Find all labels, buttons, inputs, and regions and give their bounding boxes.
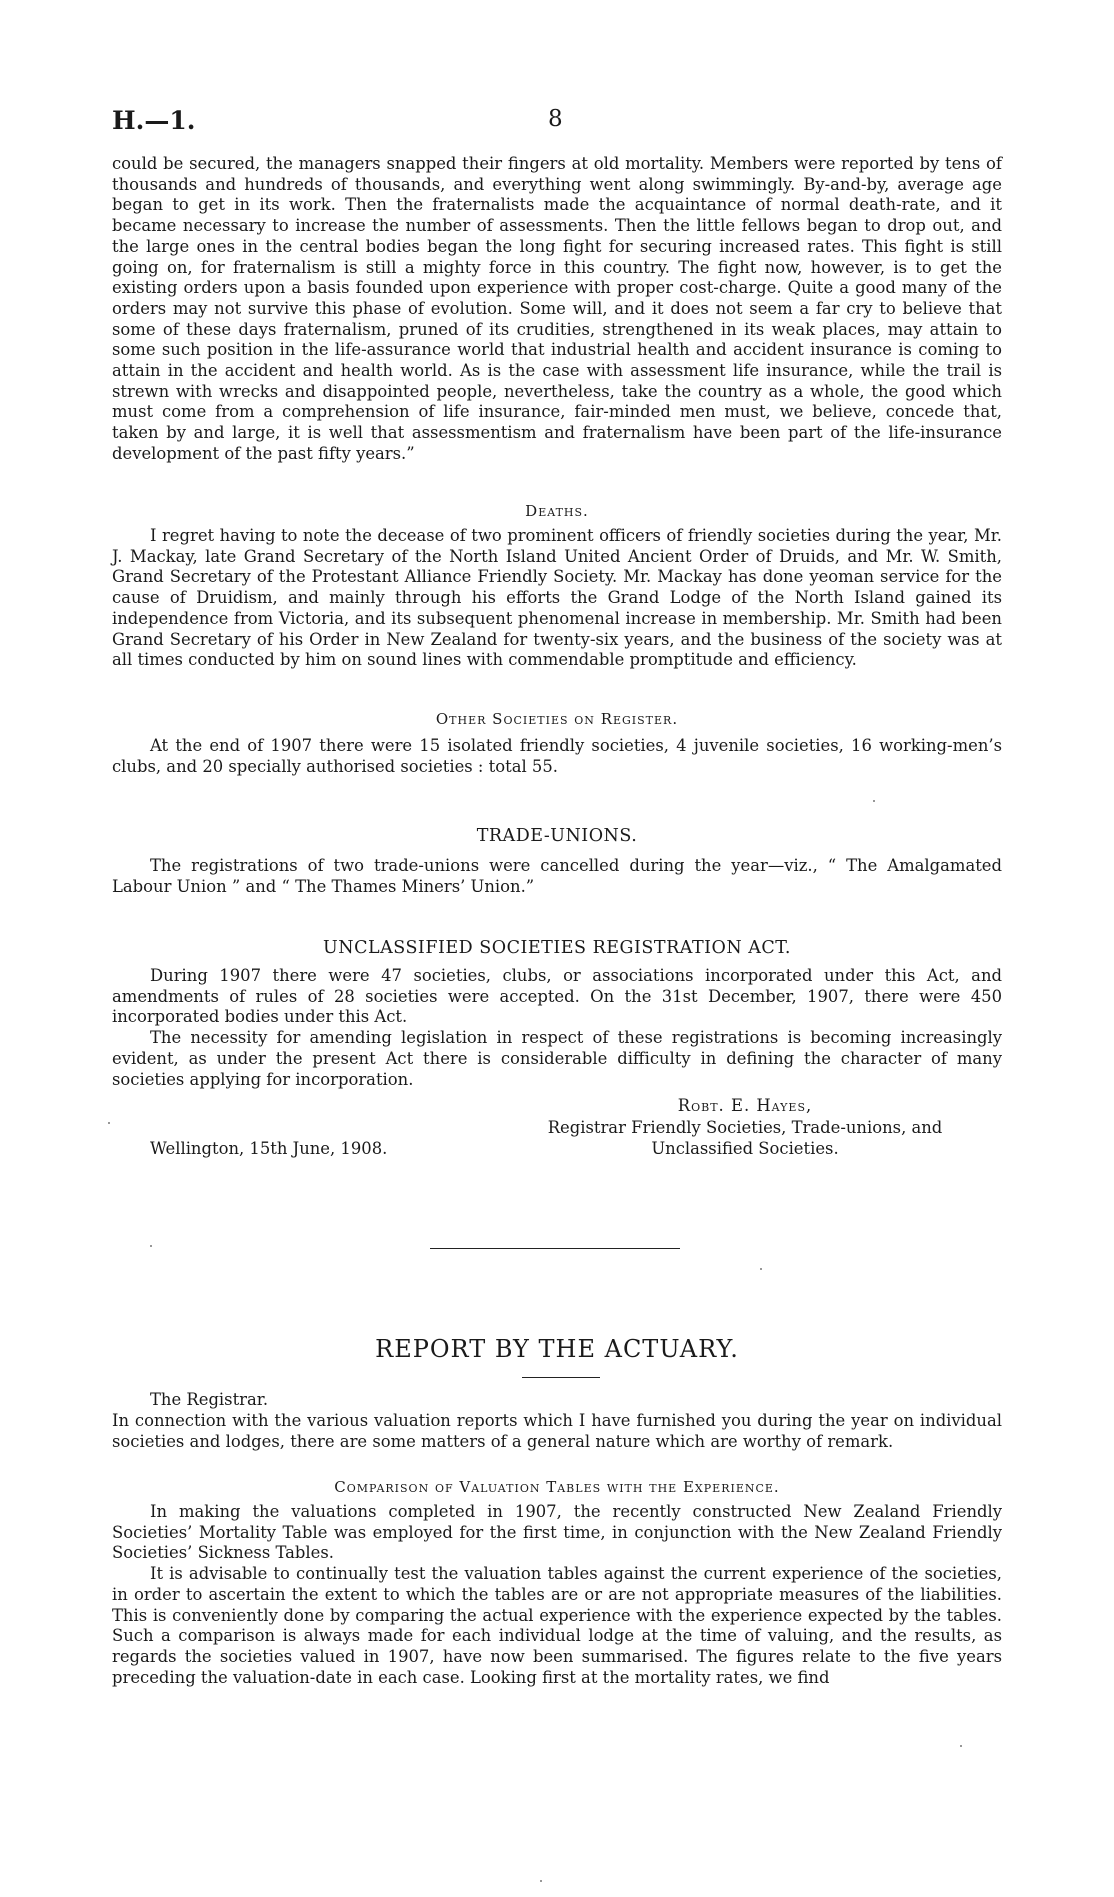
addressee: The Registrar. — [150, 1390, 269, 1409]
unclassified-paragraph-2: The necessity for amending legislation in respect of these registrations is becoming increasingly evident, as under the present Act there is considerable difficulty in defining the character of many societies applying for incorporation. — [112, 1028, 1002, 1089]
trade-unions-section — [112, 856, 1002, 897]
unclassified-heading: UNCLASSIFIED SOCIETIES REGISTRATION ACT. — [323, 938, 791, 958]
continued-paragraph — [112, 154, 1002, 465]
actuary-intro-section — [112, 1411, 1002, 1452]
unclassified-section — [112, 966, 1002, 1090]
actuary-intro-paragraph: In connection with the various valuation reports which I have furnished you during the year on individual societies and lodges, there are some matters of a general nature which are worthy of remark. — [112, 1411, 1002, 1451]
heading-underline — [522, 1377, 600, 1378]
scan-speck — [150, 1245, 152, 1247]
continued-paragraph-text: could be secured, the managers snapped their fingers at old mortality. Members were reported by tens of thousands and hundreds of thousands, and everything went along swimmingly. By-and-by, average age began to get in its work. Then the fraternalists made the acquaintance of normal death-rate, and it became necessary to increase the number of assessments. Then the little fellows began to drop out, and the large ones in the central bodies began the long fight for securing increased rates. This fight is still going on, for fraternalism is still a mighty force in this country. The fight now, however, is to get the existing orders upon a basis founded upon experience with proper cost-charge. Quite a good many of the orders may not survive this phase of evolution. Some will, and it does not seem a far cry to believe that some of these days fraternalism, pruned of its crudities, strengthened in its weak places, may attain to some such position in the life-assurance world that industrial health and accident insurance is coming to attain in the accident and health world. As is the case with assessment life insurance, while the trail is strewn with wrecks and disappointed people, nevertheless, take the country as a whole, the good which must come from a comprehension of life insurance, fair-minded men must, we believe, concede that, taken by and large, it is well that assessmentism and fraternalism have been part of the life-insurance development of the past fifty years.” — [112, 154, 1002, 463]
other-societies-paragraph: At the end of 1907 there were 15 isolated friendly societies, 4 juvenile societies, 16 working-men’s clubs, and 20 specially authorised societies : total 55. — [112, 736, 1002, 776]
deaths-section — [112, 526, 1002, 671]
deaths-heading: Deaths. — [525, 502, 589, 520]
scan-speck — [540, 1880, 542, 1882]
actuary-report-heading: REPORT BY THE ACTUARY. — [375, 1335, 739, 1363]
signatory-name: Robt. E. Hayes, — [677, 1096, 813, 1115]
scan-speck — [960, 1745, 962, 1747]
unclassified-paragraph-1: During 1907 there were 47 societies, clubs, or associations incorporated under this Act, and amendments of rules of 28 societies were accepted. On the 31st December, 1907, there were 450 incorporated bodies under this Act. — [112, 966, 1002, 1027]
deaths-paragraph: I regret having to note the decease of two prominent officers of friendly societies during the year, Mr. J. Mackay, late Grand Secretary of the North Island United Ancient Order of Druids, and Mr. W. Smith, Grand Secretary of the Protestant Alliance Friendly Society. Mr. Mackay has done yeoman service for the cause of Druidism, and mainly through his efforts the Grand Lodge of the North Island gained its independence from Victoria, and its subsequent phenomenal increase in membership. Mr. Smith had been Grand Secretary of his Order in New Zealand for twenty-six years, and the business of the society was at all times conducted by him on sound lines with commendable promptitude and efficiency. — [112, 526, 1002, 670]
comparison-section — [112, 1502, 1002, 1688]
comparison-paragraph-1: In making the valuations completed in 1907, the recently constructed New Zealand Friendly Societies’ Mortality Table was employed for the first time, in conjunction with the New Zealand Friendly Societies’ Sickness Tables. — [112, 1502, 1002, 1563]
place-and-date: Wellington, 15th June, 1908. — [150, 1139, 388, 1158]
page-number: 8 — [548, 106, 563, 132]
scan-speck — [760, 1268, 762, 1270]
comparison-heading: Comparison of Valuation Tables with the Experience. — [334, 1478, 780, 1496]
signatory-title-line-1: Registrar Friendly Societies, Trade-unions, and — [547, 1118, 943, 1137]
scan-speck — [108, 1122, 110, 1124]
other-societies-section — [112, 736, 1002, 777]
section-divider — [430, 1248, 680, 1249]
signatory-title-line-2: Unclassified Societies. — [651, 1139, 839, 1158]
trade-unions-heading: TRADE-UNIONS. — [476, 826, 638, 846]
comparison-paragraph-2: It is advisable to continually test the valuation tables against the current experience of the societies, in order to ascertain the extent to which the tables are or are not appropriate measures of the liabilities. This is conveniently done by comparing the actual experience with the experience expected by the tables. Such a comparison is always made for each individual lodge at the time of valuing, and the results, as regards the societies valued in 1907, have now been summarised. The figures relate to the five years preceding the valuation-date in each case. Looking first at the mortality rates, we find — [112, 1564, 1002, 1687]
other-societies-heading: Other Societies on Register. — [435, 710, 679, 728]
series-code: H.—1. — [112, 106, 196, 135]
scan-speck — [873, 800, 875, 802]
trade-unions-paragraph: The registrations of two trade-unions were cancelled during the year—viz., “ The Amalgamated Labour Union ” and “ The Thames Miners’ Union.” — [112, 856, 1002, 896]
